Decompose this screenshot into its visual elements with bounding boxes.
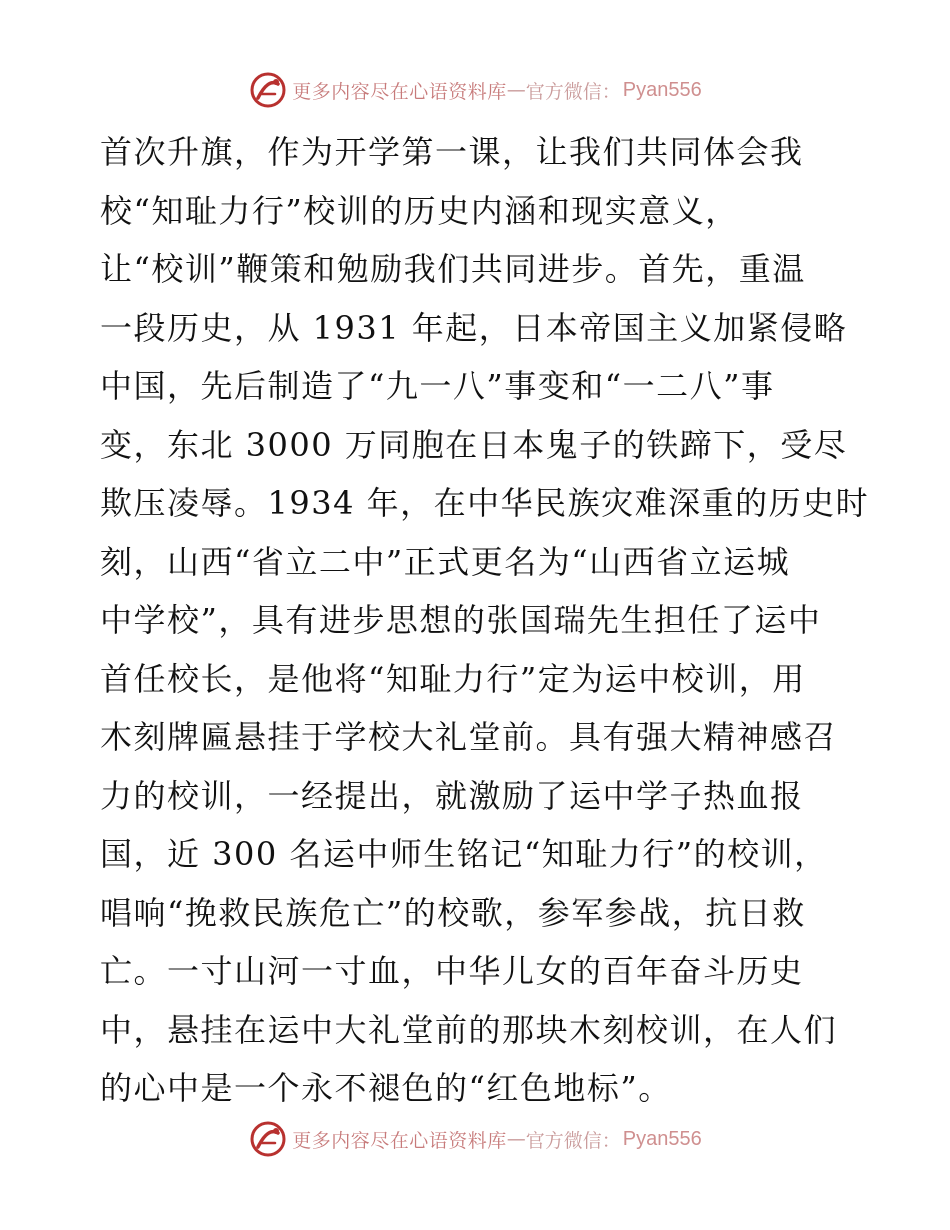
body-line: 亡。一寸山河一寸血，中华儿女的百年奋斗历史 <box>100 952 804 990</box>
site-name: 更多内容尽在心语资料库 <box>292 80 507 103</box>
wechat-id: Pyan556 <box>622 78 702 101</box>
banner-separator: — <box>506 1128 526 1150</box>
body-line: 刻，山西“省立二中”正式更名为“山西省立运城 <box>100 542 791 581</box>
body-line: 首任校长，是他将“知耻力行”定为运中校训，用 <box>100 659 806 698</box>
body-line: 唱响“挽救民族危亡”的校歌，参军参战，抗日救 <box>100 893 806 932</box>
document-body <box>100 123 870 1118</box>
body-line: 一段历史，从 1931 年起，日本帝国主义加紧侵略 <box>100 308 848 347</box>
footer-banner <box>0 1117 950 1161</box>
red-seal-logo-icon <box>248 70 288 110</box>
body-line: 中国，先后制造了“九一八”事变和“一二八”事 <box>100 367 775 405</box>
body-line: 国，近 300 名运中师生铭记“知耻力行”的校训， <box>100 835 828 873</box>
body-line: 首次升旗，作为开学第一课，让我们共同体会我 <box>100 133 804 171</box>
body-line: 力的校训，一经提出，就激励了运中学子热血报 <box>100 776 804 815</box>
body-line: 校“知耻力行”校训的历史内涵和现实意义， <box>100 191 739 230</box>
site-name: 更多内容尽在心语资料库 <box>292 1129 507 1152</box>
wechat-label: 官方微信： <box>525 1129 621 1152</box>
wechat-id: Pyan556 <box>622 1127 702 1150</box>
body-line: 木刻牌匾悬挂于学校大礼堂前。具有强大精神感召 <box>100 718 838 756</box>
red-seal-logo-icon <box>248 1119 288 1159</box>
banner-separator: — <box>506 79 526 101</box>
header-banner <box>0 68 950 112</box>
body-line: 中，悬挂在运中大礼堂前的那块木刻校训，在人们 <box>100 1010 838 1049</box>
wechat-label: 官方微信： <box>525 80 621 103</box>
body-line: 中学校”，具有进步思想的张国瑞先生担任了运中 <box>100 601 822 639</box>
body-line: 欺压凌辱。1934 年，在中华民族灾难深重的历史时 <box>100 484 870 522</box>
body-line: 变，东北 3000 万同胞在日本鬼子的铁蹄下，受尽 <box>100 425 848 464</box>
body-line: 让“校训”鞭策和勉励我们共同进步。首先，重温 <box>100 250 806 288</box>
body-line: 的心中是一个永不褪色的“红色地标”。 <box>100 1069 672 1107</box>
